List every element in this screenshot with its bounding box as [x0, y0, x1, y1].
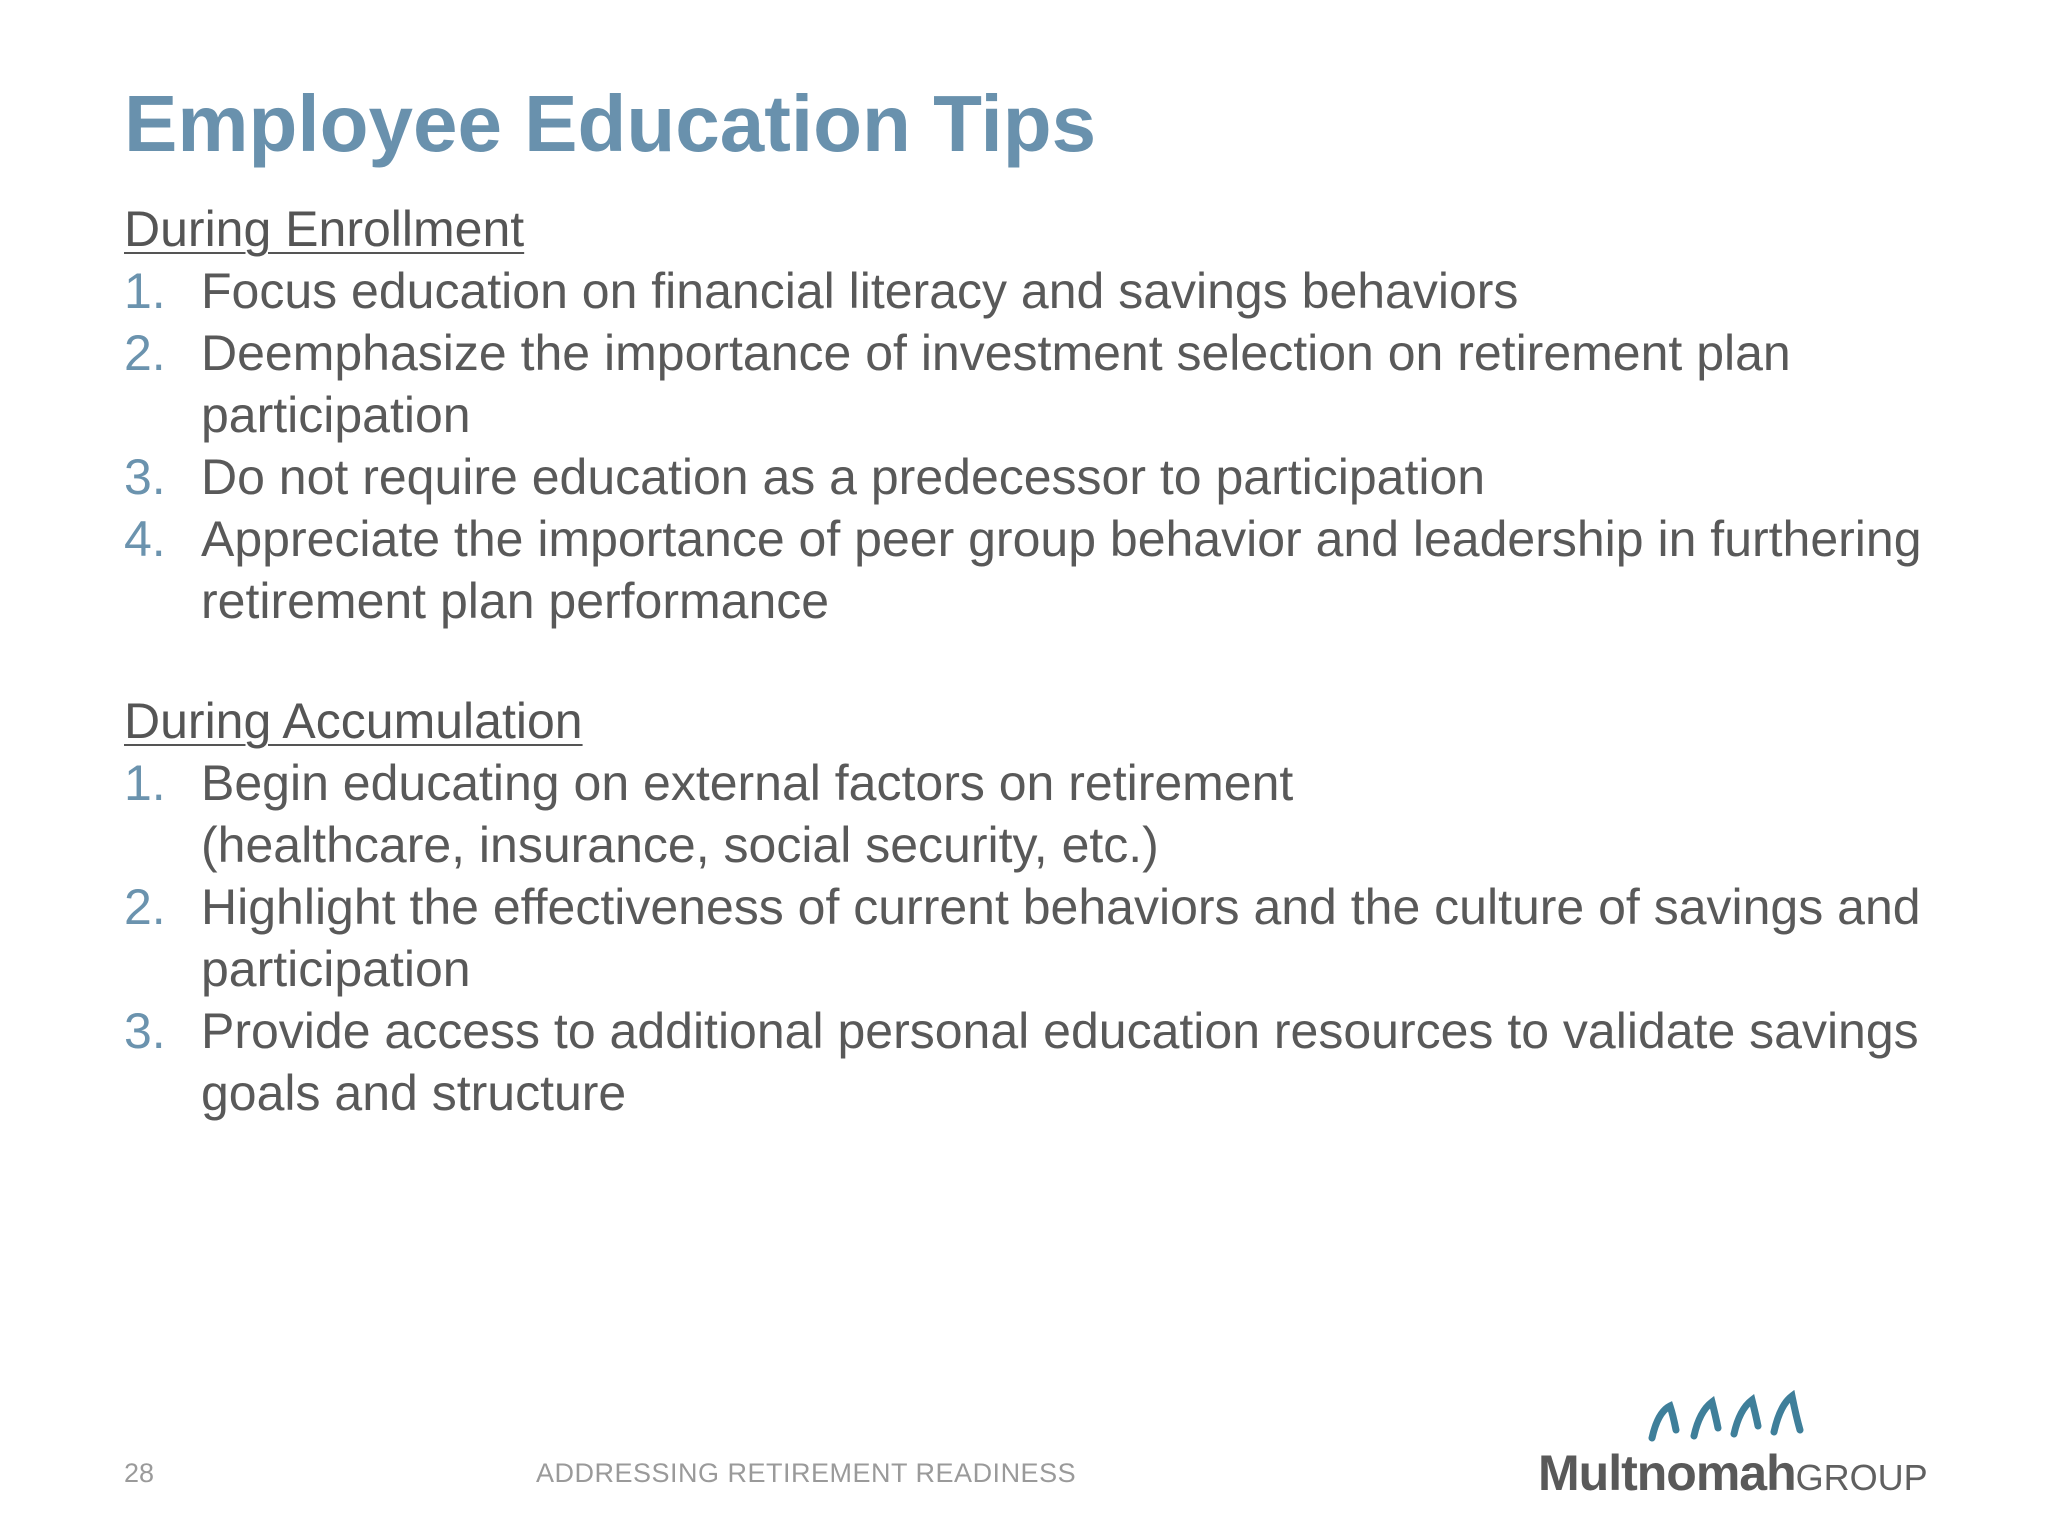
list-text: Focus education on financial literacy and savings behaviors	[201, 263, 1519, 319]
list-number: 1.	[124, 755, 166, 811]
list-number: 4.	[124, 511, 166, 567]
list-item	[124, 752, 1944, 876]
list-text: Highlight the effectiveness of current behaviors and the culture of savings and participation	[201, 879, 1921, 997]
footer-title: ADDRESSING RETIREMENT READINESS	[536, 1458, 1077, 1488]
enrollment-list	[124, 260, 1944, 632]
list-number: 3.	[124, 1003, 166, 1059]
list-number: 2.	[124, 325, 166, 381]
list-item	[124, 260, 1944, 322]
list-text: Appreciate the importance of peer group behavior and leadership in furthering retirement plan performance	[201, 511, 1922, 629]
list-item	[124, 446, 1944, 508]
section-accumulation	[124, 690, 1944, 1124]
section-enrollment	[124, 198, 1944, 632]
logo-waves-icon	[1646, 1390, 1806, 1446]
accumulation-list	[124, 752, 1944, 1124]
list-number: 3.	[124, 449, 166, 505]
logo-name-sub: GROUP	[1795, 1457, 1928, 1498]
page-number: 28	[124, 1458, 155, 1488]
list-item	[124, 322, 1944, 446]
logo-wordmark	[1538, 1444, 1928, 1502]
list-text: Provide access to additional personal education resources to validate savings goals and structure	[201, 1003, 1919, 1121]
company-logo	[1536, 1390, 1956, 1500]
list-item	[124, 1000, 1944, 1124]
list-text: Do not require education as a predecessor to participation	[201, 449, 1486, 505]
list-item	[124, 508, 1944, 632]
list-text: Deemphasize the importance of investment selection on retirement plan participation	[201, 325, 1791, 443]
logo-name-main: Multnomah	[1538, 1445, 1796, 1501]
section-heading: During Enrollment	[124, 201, 525, 257]
list-number: 2.	[124, 879, 166, 935]
list-number: 1.	[124, 263, 166, 319]
list-text: Begin educating on external factors on retirement (healthcare, insurance, social security, etc.)	[201, 755, 1294, 873]
section-heading: During Accumulation	[124, 693, 583, 749]
slide-title: Employee Education Tips	[124, 79, 1097, 168]
list-item	[124, 876, 1944, 1000]
